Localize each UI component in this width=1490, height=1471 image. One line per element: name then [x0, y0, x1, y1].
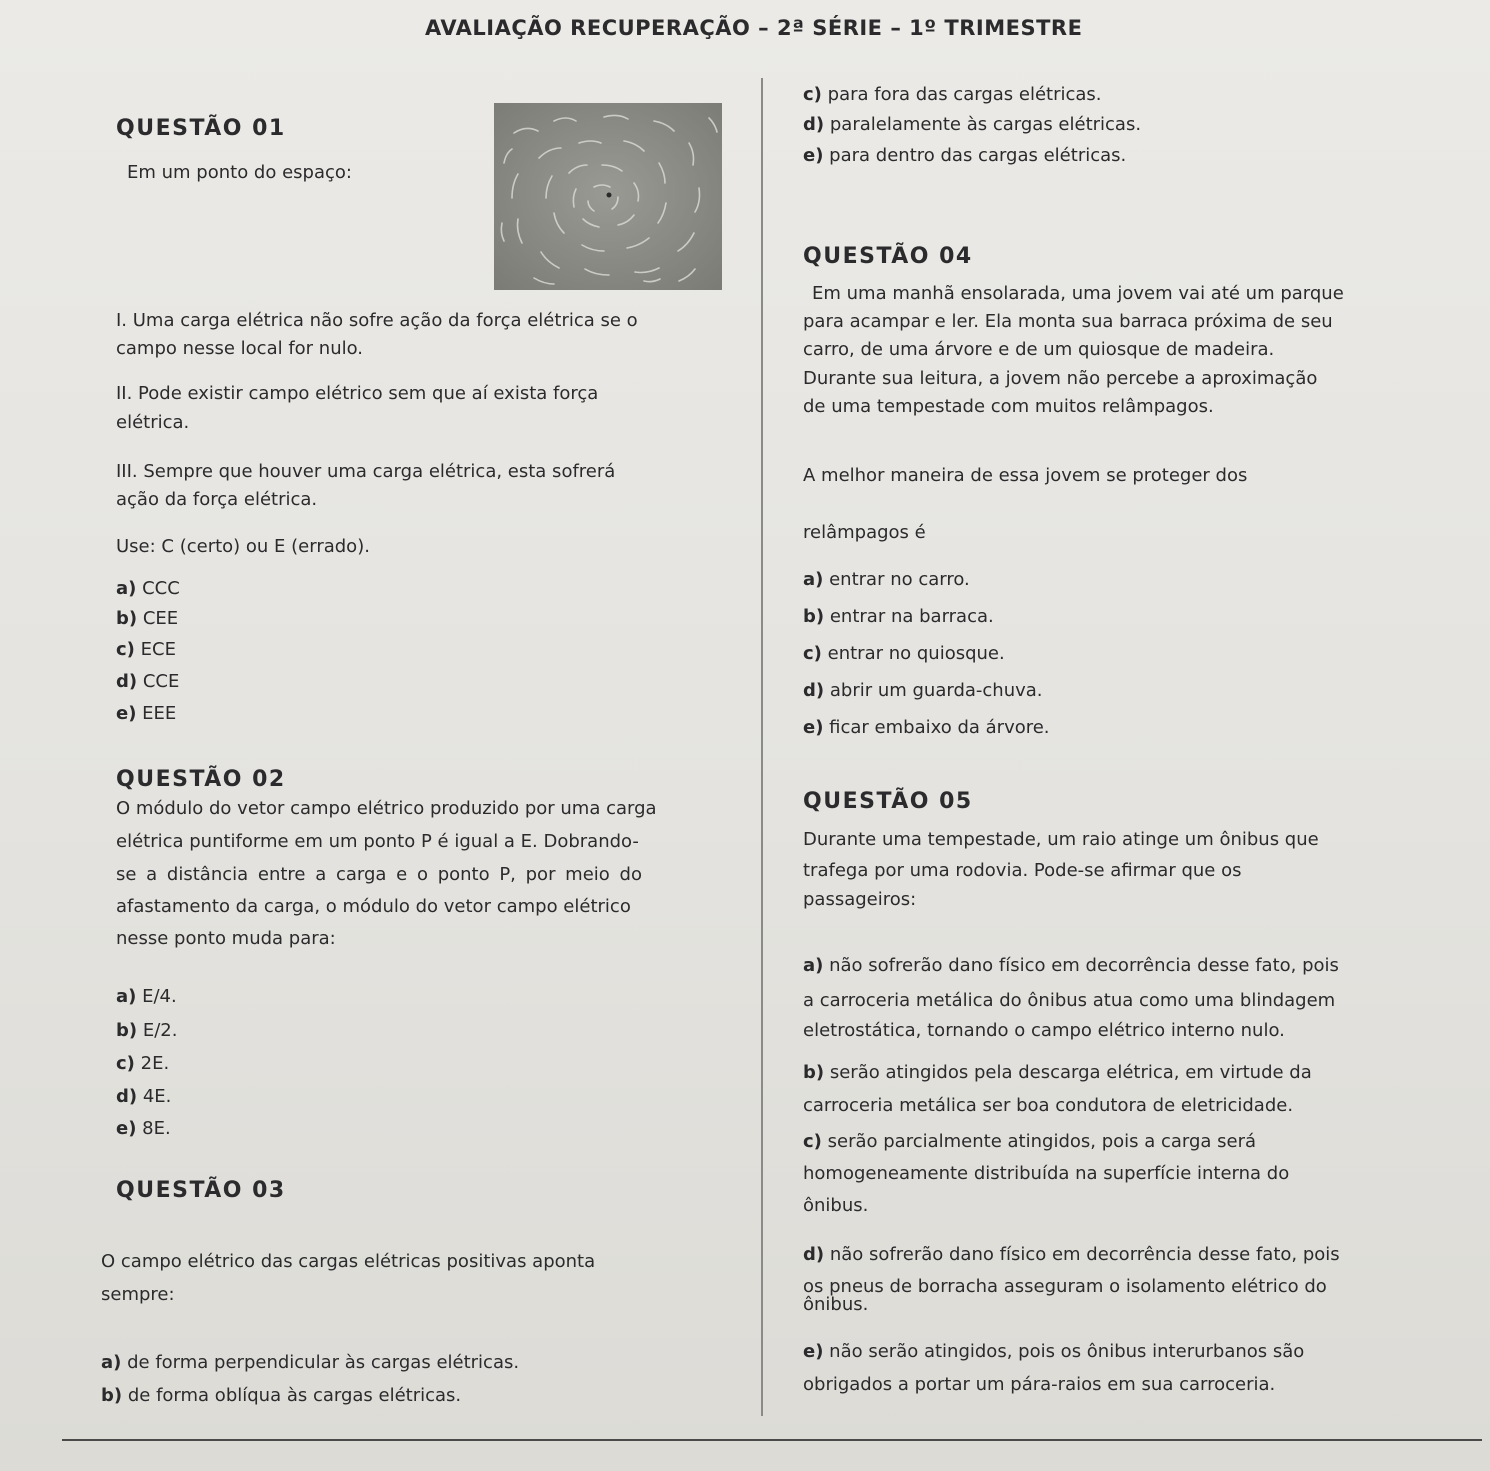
q2-option-b[interactable]: b) E/2. [116, 1020, 178, 1041]
q4-text-line-2: para acampar e ler. Ela monta sua barraca próxima de seu [803, 311, 1333, 332]
q1-intro: Em um ponto do espaço: [127, 162, 352, 183]
q4-option-d[interactable]: d) abrir um guarda-chuva. [803, 680, 1043, 701]
q2-heading: QUESTÃO 02 [116, 767, 286, 792]
q1-option-e[interactable]: e) EEE [116, 703, 177, 724]
q4-text-line-6: A melhor maneira de essa jovem se proteger dos [803, 465, 1248, 486]
q2-text-line-5: nesse ponto muda para: [116, 928, 336, 949]
q2-option-e[interactable]: e) 8E. [116, 1118, 171, 1139]
q5-text-line-3: passageiros: [803, 889, 917, 910]
q3-text-line-1: O campo elétrico das cargas elétricas positivas aponta [101, 1251, 596, 1272]
q4-text-line-5: de uma tempestade com muitos relâmpagos. [803, 396, 1214, 417]
q3-option-d[interactable]: d) paralelamente às cargas elétricas. [803, 114, 1142, 135]
q1-option-a[interactable]: a) CCC [116, 578, 180, 599]
q1-option-b[interactable]: b) CEE [116, 608, 179, 629]
q4-text-line-3: carro, de uma árvore e de um quiosque de madeira. [803, 339, 1275, 360]
q2-option-d[interactable]: d) 4E. [116, 1086, 172, 1107]
q4-option-c[interactable]: c) entrar no quiosque. [803, 643, 1005, 664]
q4-text-line-4: Durante sua leitura, a jovem não percebe a aproximação [803, 368, 1318, 389]
q3-heading: QUESTÃO 03 [116, 1178, 286, 1203]
q1-option-c[interactable]: c) ECE [116, 639, 176, 660]
q1-option-d[interactable]: d) CCE [116, 671, 180, 692]
q2-text-line-2: elétrica puntiforme em um ponto P é igual a E. Dobrando- [116, 831, 639, 852]
q1-heading: QUESTÃO 01 [116, 116, 286, 141]
q2-option-a[interactable]: a) E/4. [116, 986, 177, 1007]
q1-statement-1-line-2: campo nesse local for nulo. [116, 338, 364, 359]
q4-heading: QUESTÃO 04 [803, 244, 973, 269]
q3-option-b[interactable]: b) de forma oblíqua às cargas elétricas. [101, 1385, 462, 1406]
q2-option-c[interactable]: c) 2E. [116, 1053, 170, 1074]
q5-text-line-1: Durante uma tempestade, um raio atinge um ônibus que [803, 829, 1319, 850]
q4-text-line-1: Em uma manhã ensolarada, uma jovem vai até um parque [812, 283, 1344, 304]
exam-page: AVALIAÇÃO RECUPERAÇÃO – 2ª SÉRIE – 1º TRIMESTRE QUESTÃO 01 Em um ponto do espaço: I. Uma carga elétrica não sofre ação da força elétrica se o campo nesse local for nulo. II. Pode existir campo elétrico sem que aí exista força elétrica. III. Sempre que houver uma carga elétrica, esta sofrerá ação da força elétrica. Use: C (certo) ou E (errado). a) CCC b) CEE c) ECE d) CCE e) EEE QUESTÃO 02 O módulo do vetor campo elétrico produzido por uma carga elétrica puntiforme em um ponto P é igual a E. Dobrando- se a distância entre a carga e o ponto P, por meio do afastamento da carga, o módulo do vetor campo elétrico nesse ponto muda para: a) E/4. b) E/2. c) 2E. d) 4E. e) 8E. QUESTÃO 03 O campo elétrico das cargas elétricas positivas aponta sempre: a) de forma perpendicular às cargas elétricas. b) de forma oblíqua às cargas elétricas. c) para fora das cargas elétricas. d) paralelamente às cargas elétricas. e) para dentro das cargas elétricas. QUESTÃO 04 Em uma manhã ensolarada, uma jovem vai até um parque para acampar e ler. Ela monta sua barraca próxima de seu carro, de uma árvore e de um quiosque de madeira. Durante sua leitura, a jovem não percebe a aproximação de uma tempestade com muitos relâmpagos. A melhor maneira de essa jovem se proteger dos relâmpagos é a) entrar no carro. b) entrar na barraca. c) entrar no quiosque. d) abrir um guarda-chuva. e) ficar embaixo da árvore. QUESTÃO 05 Durante uma tempestade, um raio atinge um ônibus que trafega por uma rodovia. Pode-se afirmar que os passageiros: a) não sofrerão dano físico em decorrência desse fato, pois a carroceria metálica do ônibus atua como uma blindagem eletrostática, tornando o campo elétrico interno nulo. b) serão atingidos pela descarga elétrica, em virtude da carroceria metálica ser boa condutora de eletricidade. c) serão parcialmente atingidos, pois a carga será homogeneamente distribuída na superfície interna do ônibus. d) não sofrerão dano físico em decorrência desse fato, pois os pneus de borracha asseguram o isolamento elétrico do ônibus. e) não serão atingidos, pois os ônibus interurbanos são obrigados a portar um pára-raios em sua carroceria. [0, 0, 1490, 1471]
electric-field-image [494, 103, 722, 290]
q4-option-e[interactable]: e) ficar embaixo da árvore. [803, 717, 1050, 738]
q1-statement-3-line-1: III. Sempre que houver uma carga elétrica, esta sofrerá [116, 461, 616, 482]
column-divider [761, 78, 763, 1416]
q3-option-c[interactable]: c) para fora das cargas elétricas. [803, 84, 1102, 105]
q3-option-a[interactable]: a) de forma perpendicular às cargas elétricas. [101, 1352, 520, 1373]
q2-text-line-1: O módulo do vetor campo elétrico produzido por uma carga [116, 798, 657, 819]
q1-statement-3-line-2: ação da força elétrica. [116, 489, 318, 510]
bottom-rule [62, 1439, 1482, 1441]
q2-text-line-3: se a distância entre a carga e o ponto P, por meio do [116, 864, 642, 885]
q4-option-a[interactable]: a) entrar no carro. [803, 569, 970, 590]
q1-instructions: Use: C (certo) ou E (errado). [116, 536, 370, 557]
q1-statement-2-line-2: elétrica. [116, 412, 190, 433]
q1-statement-2-line-1: II. Pode existir campo elétrico sem que aí exista força [116, 383, 599, 404]
q4-text-line-7: relâmpagos é [803, 522, 926, 543]
q2-text-line-4: afastamento da carga, o módulo do vetor campo elétrico [116, 896, 631, 917]
q5-heading: QUESTÃO 05 [803, 789, 973, 814]
page-title: AVALIAÇÃO RECUPERAÇÃO – 2ª SÉRIE – 1º TRIMESTRE [425, 16, 1083, 40]
q5-text-line-2: trafega por uma rodovia. Pode-se afirmar que os [803, 860, 1242, 881]
q3-text-line-2: sempre: [101, 1284, 175, 1305]
q4-option-b[interactable]: b) entrar na barraca. [803, 606, 994, 627]
q3-option-e[interactable]: e) para dentro das cargas elétricas. [803, 145, 1127, 166]
q1-statement-1-line-1: I. Uma carga elétrica não sofre ação da força elétrica se o [116, 310, 638, 331]
